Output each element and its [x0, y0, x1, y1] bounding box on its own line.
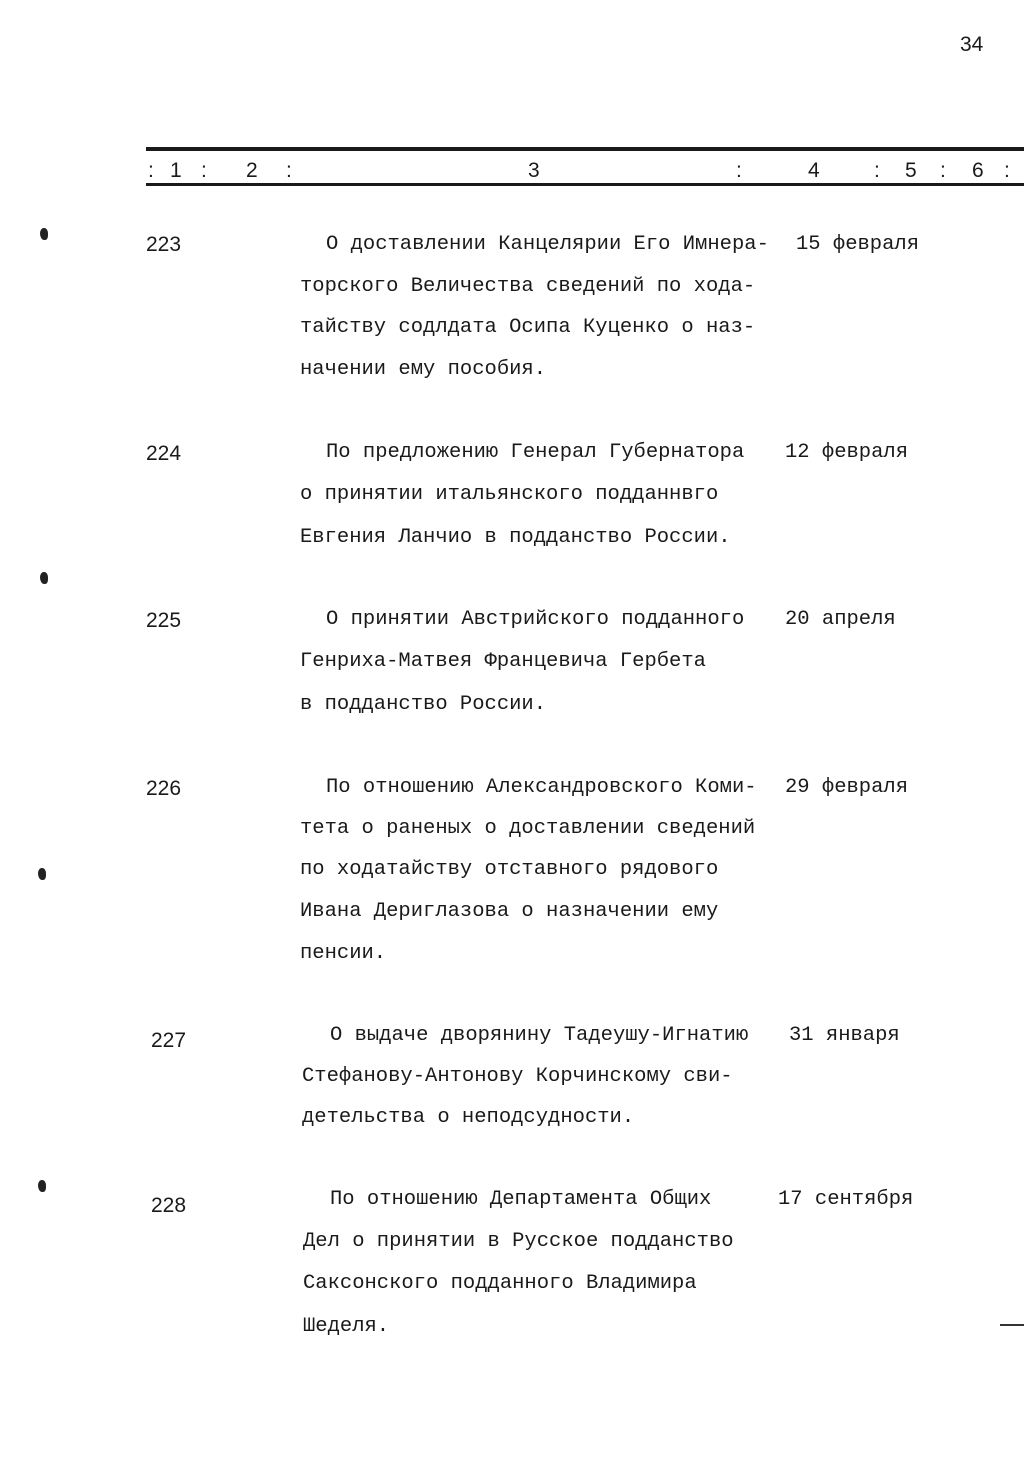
entry-line: Саксонского подданного Владимира [303, 1272, 697, 1295]
separator: : [201, 159, 207, 182]
column-5-header: 5 [905, 159, 917, 182]
separator: : [286, 159, 292, 182]
entry-line: По отношению Александровского Коми- [326, 776, 757, 799]
entry-date: 31 января [789, 1024, 900, 1047]
entry-number: 225 [146, 609, 182, 632]
edge-mark [1000, 1324, 1024, 1326]
column-2-header: 2 [246, 159, 258, 182]
entry-number: 224 [146, 442, 182, 465]
entry-line: пенсии. [300, 942, 387, 965]
punch-mark [38, 868, 46, 880]
entry-line: Стефанову-Антонову Корчинскому сви- [302, 1065, 733, 1088]
column-3-header: 3 [528, 159, 540, 182]
entry-line: начении ему пособия. [300, 358, 547, 381]
separator: : [940, 159, 946, 182]
entry-line: о принятии итальянского подданнвго [300, 483, 719, 506]
entry-line: Шеделя. [303, 1315, 390, 1338]
entry-number: 228 [151, 1194, 187, 1217]
entry-date: 29 февраля [785, 776, 909, 799]
entry-line: Евгения Ланчио в подданство России. [300, 526, 731, 549]
entry-line: в подданство России. [300, 693, 547, 716]
column-1-header: 1 [170, 159, 182, 182]
entry-line: О выдаче дворянину Тадеушу-Игнатию [330, 1024, 749, 1047]
entry-line: детельства о неподсудности. [302, 1106, 635, 1129]
entry-line: По отношению Департамента Общих [330, 1188, 712, 1211]
entry-line: По предложению Генерал Губернатора [326, 441, 745, 464]
entry-line: Дел о принятии в Русское подданство [303, 1230, 734, 1253]
separator: : [148, 159, 154, 182]
entry-date: 12 февраля [785, 441, 909, 464]
entry-line: Генриха-Матвея Францевича Гербета [300, 650, 706, 673]
separator: : [874, 159, 880, 182]
entry-date: 17 сентября [778, 1188, 914, 1211]
entry-number: 226 [146, 777, 182, 800]
entry-line: О доставлении Канцелярии Его Имнера- [326, 233, 769, 256]
punch-mark [40, 228, 48, 240]
entry-line: торского Величества сведений по хода- [300, 275, 756, 298]
separator: : [1004, 159, 1010, 182]
entry-line: тайству содлдата Осипа Куценко о наз- [300, 316, 756, 339]
header-bottom-rule [146, 183, 1024, 186]
punch-mark [40, 572, 48, 584]
header-top-rule [146, 147, 1024, 151]
entry-line: тета о раненых о доставлении сведений [300, 817, 756, 840]
column-4-header: 4 [808, 159, 820, 182]
punch-mark [38, 1180, 46, 1192]
entry-date: 15 февраля [796, 233, 920, 256]
entry-line: по ходатайству отставного рядового [300, 858, 719, 881]
column-6-header: 6 [972, 159, 984, 182]
separator: : [736, 159, 742, 182]
entry-number: 223 [146, 233, 182, 256]
entry-date: 20 апреля [785, 608, 896, 631]
entry-line: Ивана Дериглазова о назначении ему [300, 900, 719, 923]
entry-line: О принятии Австрийского подданного [326, 608, 745, 631]
page-number: 34 [960, 33, 984, 56]
entry-number: 227 [151, 1029, 187, 1052]
